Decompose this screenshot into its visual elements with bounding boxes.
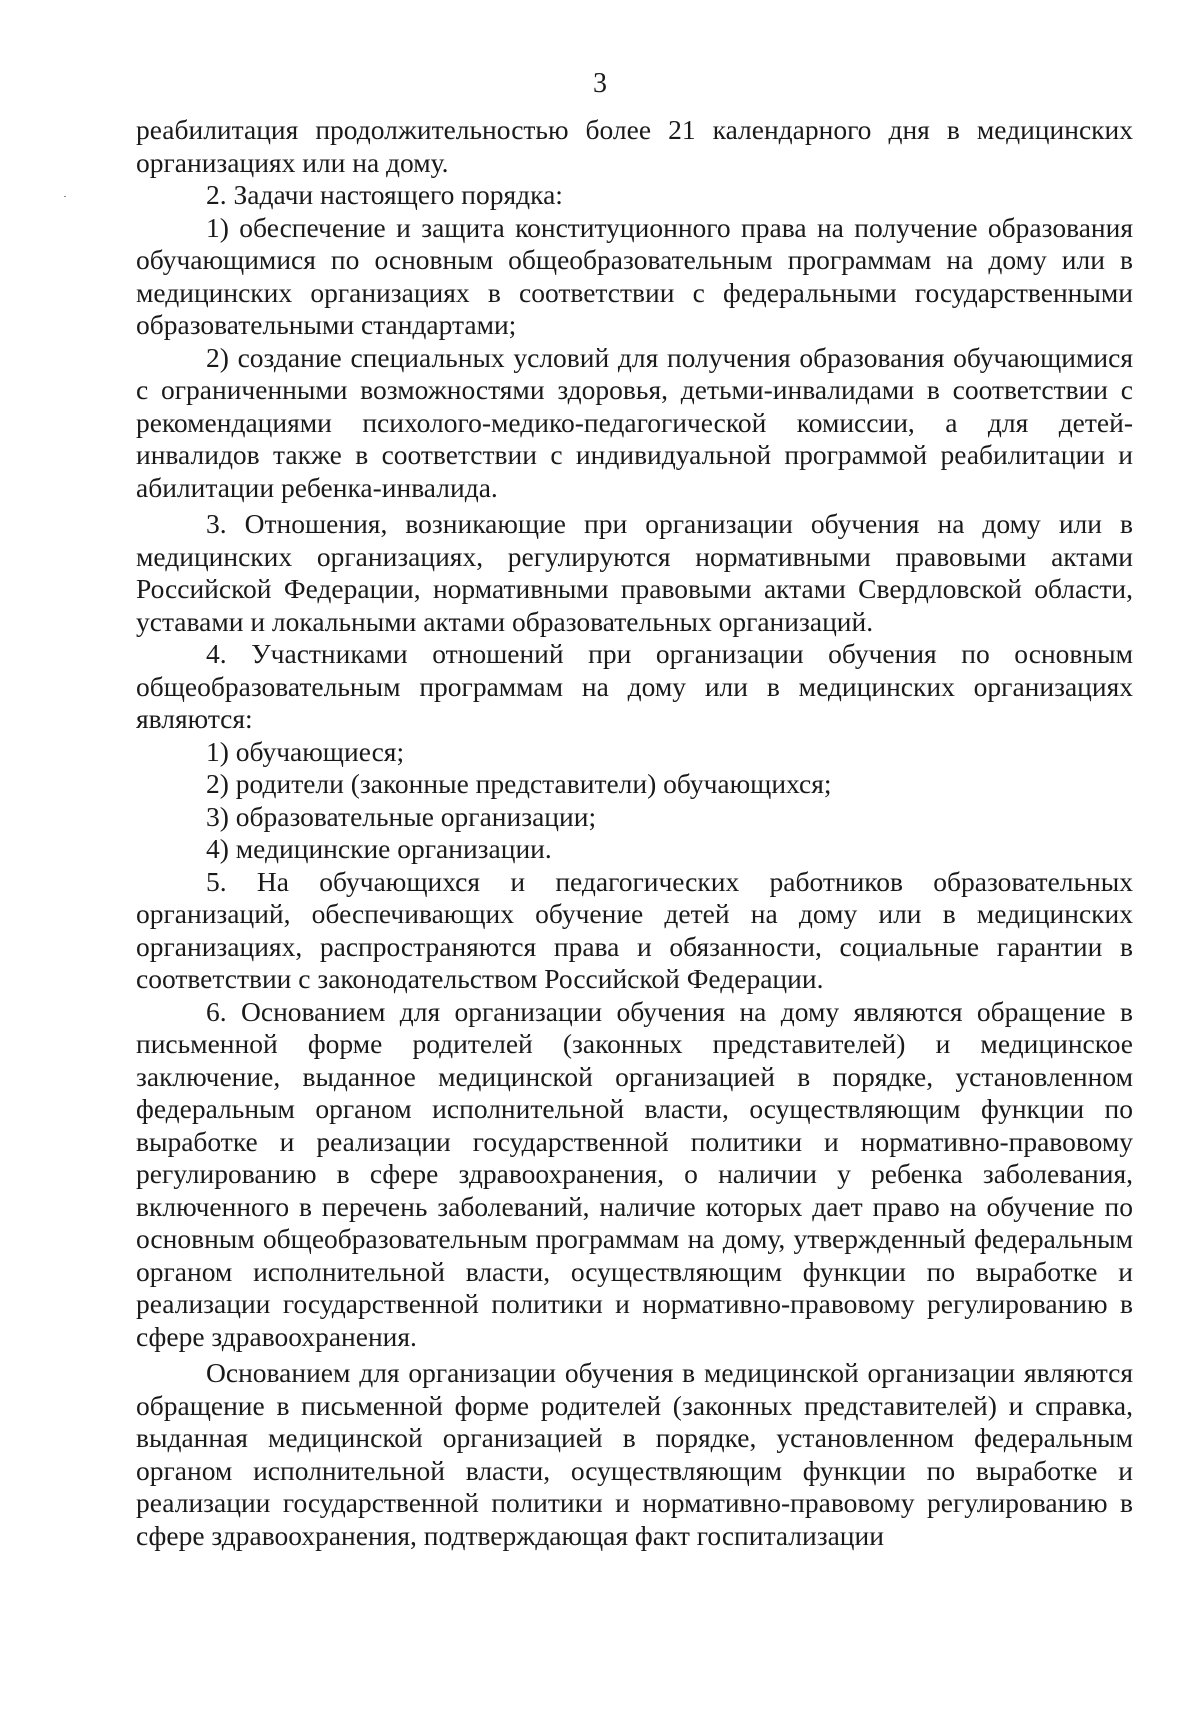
paragraph-subitem-4-1: 1) обучающиеся; [206, 735, 405, 767]
scan-speck [64, 196, 66, 197]
paragraph-item-3: 3. Отношения, возникающие при организации обучения на дому или в медицинских организациях, регулируются нормативными правовыми актами Российской Федерации, нормативными правовыми актами Свердловской области, уставами и локальными актами образовательных организаций. [136, 508, 1133, 637]
paragraph-subitem-4-4: 4) медицинские организации. [206, 833, 552, 864]
page-number: 3 [593, 68, 607, 99]
paragraph-item-2: 2. Задачи настоящего порядка: [206, 179, 563, 210]
paragraph-continuation: реабилитация продолжительностью более 21 календарного дня в медицинских организациях или на дому. [136, 114, 1133, 178]
paragraph-item-6-continuation: Основанием для организации обучения в медицинской организации являются обращение в письменной форме родителей (законных представителей) и справка, выданная медицинской организацией в порядке, установленном федеральным органом исполнительной власти, осуществляющим функции по выработке и реализации государственной политики и нормативно-правовому регулированию в сфере здравоохранения, подтверждающая факт госпитализации [136, 1357, 1133, 1551]
paragraph-item-4: 4. Участниками отношений при организации обучения по основным общеобразовательным программам на дому или в медицинских организациях являются: [136, 638, 1133, 734]
paragraph-subitem-4-3: 3) образовательные организации; [206, 800, 597, 832]
paragraph-item-6: 6. Основанием для организации обучения на дому являются обращение в письменной форме родителей (законных представителей) и медицинское заключение, выданное медицинской организацией в порядке, установленном федеральным органом исполнительной власти, осуществляющим функции по выработке и реализации государственной политики и нормативно-правовому регулированию в сфере здравоохранения, о наличии у ребенка заболевания, включенного в перечень заболеваний, наличие которых дает право на обучение по основным общеобразовательным программам на дому, утвержденный федеральным органом исполнительной власти, осуществляющим функции по выработке и реализации государственной политики и нормативно-правовому регулированию в сфере здравоохранения. [136, 995, 1133, 1352]
paragraph-subitem-4-2: 2) родители (законные представители) обучающихся; [206, 768, 832, 799]
paragraph-subitem-2-1: 1) обеспечение и защита конституционного права на получение образования обучающимися по основным общеобразовательным программам на дому или в медицинских организациях в соответствии с федеральными государственными образовательными стандартами; [136, 211, 1133, 340]
document-body [136, 114, 1133, 1552]
paragraph-item-5: 5. На обучающихся и педагогических работников образовательных организаций, обеспечивающих обучение детей на дому или в медицинских организациях, распространяются права и обязанности, социальные гарантии в соответствии с законодательством Российской Федерации. [136, 865, 1133, 994]
paragraph-subitem-2-2: 2) создание специальных условий для получения образования обучающимися с ограниченными возможностями здоровья, детьми-инвалидами в соответствии с рекомендациями психолого-медико-педагогической комиссии, а для детей-инвалидов также в соответствии с индивидуальной программой реабилитации и абилитации ребенка-инвалида. [136, 341, 1133, 503]
